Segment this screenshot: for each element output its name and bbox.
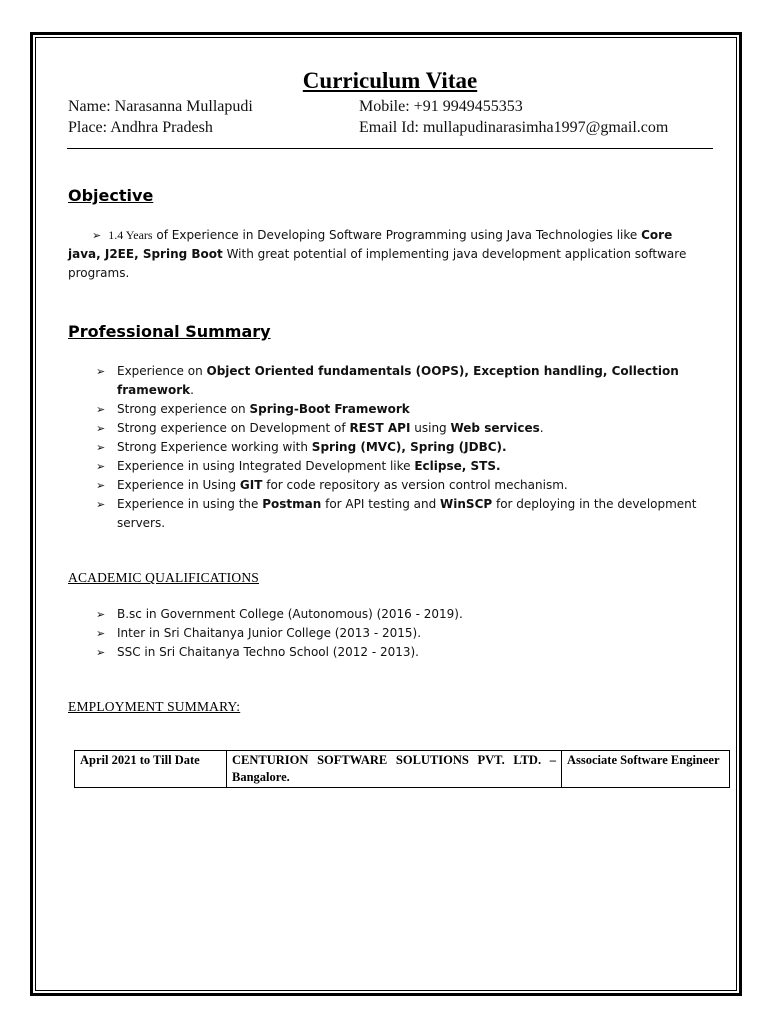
place-line: Place: Andhra Pradesh [68,119,213,136]
objective-heading: Objective [68,186,154,205]
mobile-line: Mobile: +91 9949455353 [359,98,523,115]
employment-period: April 2021 to Till Date [75,751,227,788]
employment-company: CENTURION SOFTWARE SOLUTIONS PVT. LTD. – Bangalore. [227,751,562,788]
academic-item: ➢ Inter in Sri Chaitanya Junior College (2013 - 2015). [96,624,716,643]
table-row [75,751,730,788]
objective-lead: 1.4 Years [108,228,153,242]
employment-role: Associate Software Engineer [562,751,730,788]
employment-heading: EMPLOYMENT SUMMARY: [68,699,241,714]
employment-table [74,750,730,788]
summary-item: ➢ Experience in using the Postman for API testing and WinSCP for deploying in the development servers. [96,495,716,533]
name-line: Name: Narasanna Mullapudi [68,98,253,115]
academic-list [96,605,716,662]
objective-text: ➢ 1.4 Years of Experience in Developing Software Programming using Java Technologies like Core java, J2EE, Spring Boot With great potential of implementing java development application software programs. [68,228,687,280]
summary-item: ➢ Experience on Object Oriented fundamentals (OOPS), Exception handling, Collection framework. [96,362,716,400]
email-line: Email Id: mullapudinarasimha1997@gmail.com [359,119,669,136]
academic-item: ➢ B.sc in Government College (Autonomous) (2016 - 2019). [96,605,716,624]
academic-item: ➢ SSC in Sri Chaitanya Techno School (2012 - 2013). [96,643,716,662]
professional-summary-heading: Professional Summary [68,322,271,341]
summary-list [96,362,716,533]
summary-item: ➢ Strong experience on Spring-Boot Framework [96,400,716,419]
summary-item: ➢ Experience in using Integrated Development like Eclipse, STS. [96,457,716,476]
summary-item: ➢ Experience in Using GIT for code repository as version control mechanism. [96,476,716,495]
header-divider [67,148,713,149]
summary-item: ➢ Strong experience on Development of REST API using Web services. [96,419,716,438]
academic-heading: ACADEMIC QUALIFICATIONS [68,570,259,585]
objective-bullet-icon: ➢ [92,229,109,242]
summary-item: ➢ Strong Experience working with Spring (MVC), Spring (JDBC). [96,438,716,457]
document-title: Curriculum Vitae [302,68,478,93]
